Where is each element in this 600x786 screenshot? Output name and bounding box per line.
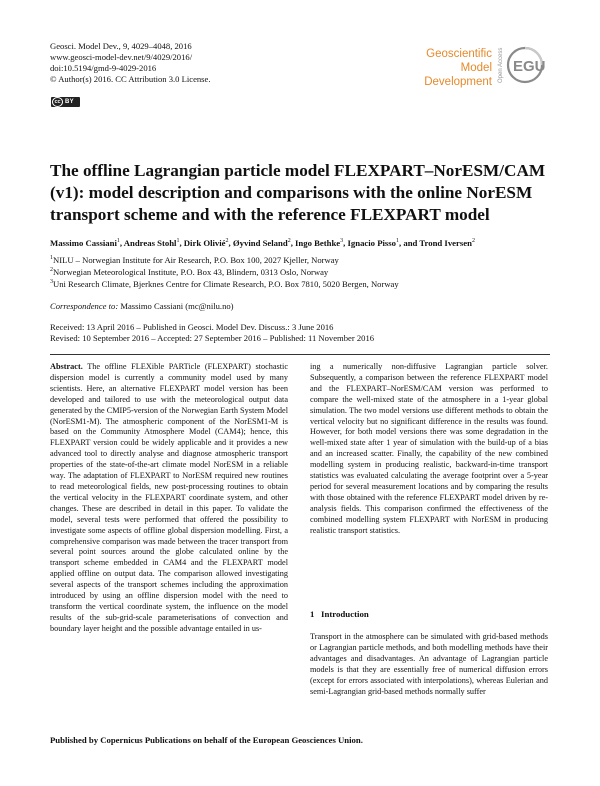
journal-name-line1: Geoscientific xyxy=(426,48,492,60)
author-affiliation: 2 xyxy=(471,238,475,245)
author-affiliation: 2 xyxy=(225,238,229,245)
affiliation-text: Norwegian Meteorological Institute, P.O. Box 43, Blindern, 0313 Oslo, Norway xyxy=(53,266,329,277)
abstract-label: Abstract. xyxy=(50,362,83,371)
affiliation-number: 2 xyxy=(50,267,53,273)
author-affiliation: 1 xyxy=(396,238,400,245)
publisher-footer: Published by Copernicus Publications on behalf of the European Geosciences Union. xyxy=(50,735,363,745)
correspondence-email[interactable]: Massimo Cassiani (mc@nilu.no) xyxy=(120,301,234,311)
affiliation xyxy=(50,253,339,266)
citation-block xyxy=(50,41,211,85)
correspondence-label: Correspondence to: xyxy=(50,301,119,311)
egu-logo-text: EGU xyxy=(513,58,546,75)
author-name: Massimo Cassiani xyxy=(50,238,117,248)
author-affiliation: 2 xyxy=(287,238,291,245)
paper-title: The offline Lagrangian particle model FLEXPART–NorESM/CAM (v1): model description and comparisons with the online NorESM transport scheme and with the reference FLEXPART model xyxy=(50,161,546,224)
copyright: © Author(s) 2016. CC Attribution 3.0 License. xyxy=(50,74,211,85)
section-title: Introduction xyxy=(321,609,369,619)
cc-license-badge[interactable] xyxy=(51,97,80,107)
author-name: Dirk Olivié xyxy=(183,238,226,248)
journal-name-line2: Model Development xyxy=(424,62,492,88)
egu-logo-icon xyxy=(505,45,553,85)
affiliation xyxy=(50,277,399,290)
author-name: Trond Iversen xyxy=(419,238,472,248)
abstract-left-column xyxy=(50,362,288,635)
author-affiliation: 3 xyxy=(340,238,344,245)
abstract-right-column: ing a numerically non-diffusive Lagrangian particle solver. Subsequently, a comparison between the reference FLEXPART model and the FLEXPART–NorESM/CAM version was performed to compare the well-mixed state of the atmosphere in a 1-year global simulation. The two model versions use different methods to obtain the vertical velocity but no significant difference in the results was found. However, for both model versions there was some degradation in the well-mixed state after 1 year of simulation with the build-up of a bias and an increased scatter. Finally, the capability of the new combined modelling system in producing realistic, backward-in-time transport statistics was evaluated calculating the average footprint over a 5-year period for several measurement locations and by comparing the results with those obtained with the reference FLEXPART model driven by re-analysis fields. This comparison confirmed the effectiveness of the combined modelling system FLEXPART with NorESM in producing realistic transport statistics. xyxy=(310,362,548,535)
citation-line: Geosci. Model Dev., 9, 4029–4048, 2016 xyxy=(50,41,192,51)
author-name: Øyvind Seland xyxy=(232,238,288,248)
revised-date: Revised: 10 September 2016 – Accepted: 27 September 2016 – Published: 11 November 2016 xyxy=(50,333,375,344)
cc-icon: cc xyxy=(52,97,63,107)
affiliation-number: 1 xyxy=(50,255,53,261)
correspondence xyxy=(50,301,234,311)
affiliation-text: Uni Research Climate, Bjerknes Centre for Climate Research, P.O. Box 7810, 5020 Bergen, Norway xyxy=(53,278,399,289)
author-affiliation: 1 xyxy=(176,238,180,245)
author-name: Ingo Bethke xyxy=(295,238,341,248)
author-name: Ignacio Pisso xyxy=(347,238,397,248)
abstract-text: The offline FLEXible PARTicle (FLEXPART) stochastic dispersion model is currently a community model used by many scientists. Here, an alternative FLEXPART model version has been developed and tailored to use with the meteorological output data generated by the CMIP5-version of the Norwegian Earth System Model (NorESM1-M). The atmospheric component of the NorESM1-M is based on the Community Atmosphere Model (CAM4); hence, this FLEXPART version could be widely applicable and it provides a new advanced tool to directly analyse and diagnose atmospheric transport properties of the state-of-the-art climate model NorESM in a reliable way. The adaptation of FLEXPART to NorESM required new routines to read meteorological fields, new post-processing routines to obtain the vertical velocity in the FLEXPART coordinate system, and other changes. These are described in detail in this paper. To validate the model, several tests were performed that offered the possibility to investigate some aspects of offline global dispersion modelling. First, a comprehensive comparison was made between the tracer transport from several point sources around the globe calculated online by the transport scheme embedded in CAM4 and the FLEXPART model applied offline on output data. The comparison allowed investigating several aspects of the transport schemes including the approximation introduced by using an offline dispersion model with the need to transform the vertical coordinate system, the influence on the model results of the sub-grid-scale parameterisations of convection and boundary layer height and the possible advantage entailed in us- xyxy=(50,362,288,633)
section-number: 1 xyxy=(310,609,315,619)
received-date: Received: 13 April 2016 – Published in Geosci. Model Dev. Discuss.: 3 June 2016 xyxy=(50,322,334,332)
author-list: Massimo Cassiani$^1$, Andreas Stohl$^1$, Dirk Olivié$^2$, Øyvind Seland$^2$, Ingo Bethke$^3$, Ignacio Pisso$^1$, and Trond Iversen$^2$ xyxy=(50,238,475,248)
affiliation-number: 3 xyxy=(50,279,53,285)
journal-url[interactable]: www.geosci-model-dev.net/9/4029/2016/ xyxy=(50,52,193,63)
author-affiliation: 1 xyxy=(116,238,120,245)
section-heading xyxy=(310,609,369,619)
doi[interactable]: doi:10.5194/gmd-9-4029-2016 xyxy=(50,63,157,74)
introduction-text: Transport in the atmosphere can be simulated with grid-based methods or Lagrangian particle methods, and both modelling methods have their advantages and disadvantages. An advantage of Lagrangian particle models is that they are essentially free of numerical diffusion errors (except for errors associated with interpolations), whereas Eulerian and semi-Lagrangian grid-based methods normally suffer xyxy=(310,632,548,696)
cc-by-label: BY xyxy=(65,99,74,105)
author-name: Andreas Stohl xyxy=(123,238,177,248)
affiliation-text: NILU – Norwegian Institute for Air Research, P.O. Box 100, 2027 Kjeller, Norway xyxy=(53,254,339,265)
journal-name xyxy=(404,47,492,89)
publication-dates xyxy=(50,322,374,344)
divider xyxy=(50,354,550,355)
affiliation xyxy=(50,265,328,278)
open-access-label xyxy=(495,40,505,84)
open-access-text: Open Access xyxy=(498,47,504,83)
